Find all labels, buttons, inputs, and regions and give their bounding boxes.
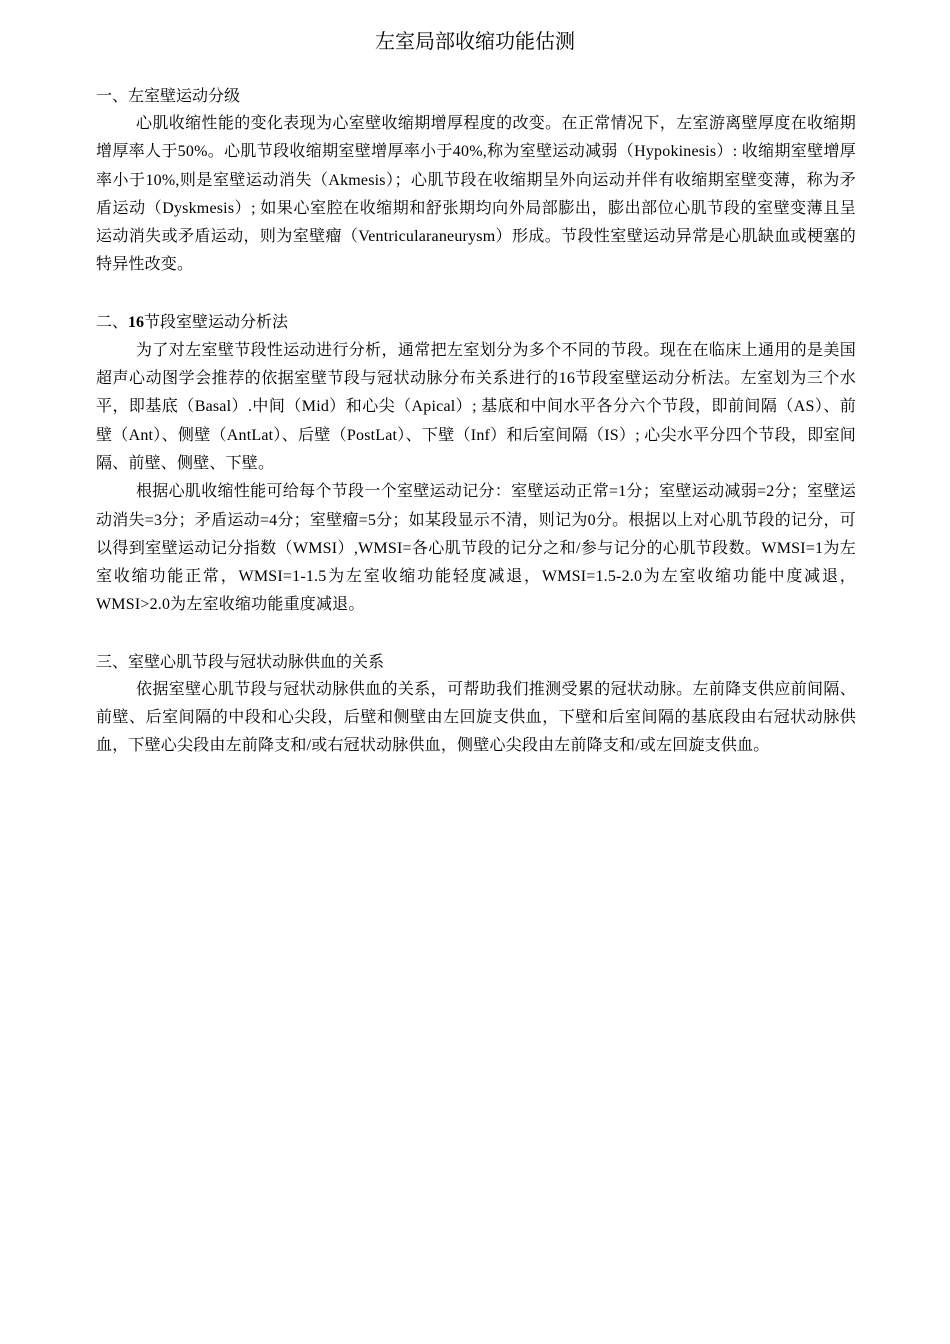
section-heading-number: 16 xyxy=(128,313,145,331)
section-heading-text: 节段室壁运动分析法 xyxy=(144,311,289,331)
paragraph: 心肌收缩性能的变化表现为心室壁收缩期增厚程度的改变。在正常情况下，左室游离壁厚度在收缩期增厚率人于50%。心肌节段收缩期室壁增厚率小于40%,称为室壁运动减弱（Hypokinesis）: 收缩期室壁增厚率小于10%,则是室壁运动消失（Akmesis）；心肌节段在收缩期呈外向运动并伴有收缩期室壁变薄，称为矛盾运动（Dyskmesis）; 如果心室腔在收缩期和舒张期均向外局部膨出，膨出部位心肌节段的室壁变薄且呈运动消失或矛盾运动，则为室壁瘤（Ventricularaneurysm）形成。节段性室壁运动异常是心肌缺血或梗塞的特异性改变。 xyxy=(96,115,856,274)
paragraph: 根据心肌收缩性能可给每个节段一个室壁运动记分：室壁运动正常=1分；室壁运动减弱=2分；室壁运动消失=3分；矛盾运动=4分；室壁瘤=5分；如某段显示不清，则记为0分。根据以上对心肌节段的记分，可以得到室壁运动记分指数（WMSI）,WMSI=各心肌节段的记分之和/参与记分的心肌节段数。WMSI=1为左室收缩功能正常，WMSI=1-1.5为左室收缩功能轻度减退，WMSI=1.5-2.0为左室收缩功能中度减退，WMSI>2.0为左室收缩功能重度减退。 xyxy=(96,483,856,614)
section-heading-prefix: 三、 xyxy=(96,651,129,671)
section-heading xyxy=(96,82,856,110)
document-body xyxy=(96,82,856,761)
section-heading-prefix: 二、 xyxy=(96,311,129,331)
document-title: 左室局部收缩功能估测 xyxy=(375,29,575,53)
section-heading-text: 左室壁运动分级 xyxy=(128,86,241,105)
section-heading xyxy=(96,308,856,337)
section-heading xyxy=(96,648,856,676)
section-heading-text: 室壁心肌节段与冠状动脉供血的关系 xyxy=(128,651,385,671)
section-heading-prefix: 一、 xyxy=(96,86,129,105)
section-coronary-supply xyxy=(96,648,856,761)
section-16-segment-analysis xyxy=(96,308,856,620)
paragraph: 依据室壁心肌节段与冠状动脉供血的关系，可帮助我们推测受累的冠状动脉。左前降支供应前间隔、前壁、后室间隔的中段和心尖段，后壁和侧壁由左回旋支供血，下壁和后室间隔的基底段由右冠状动脉供血，下壁心尖段由左前降支和/或右冠状动脉供血，侧壁心尖段由左前降支和/或左回旋支供血。 xyxy=(96,680,856,755)
paragraph: 为了对左室壁节段性运动进行分析，通常把左室划分为多个不同的节段。现在在临床上通用的是美国超声心动图学会推荐的依据室壁节段与冠状动脉分布关系进行的16节段室壁运动分析法。左室划为三个水平，即基底（Basal）.中间（Mid）和心尖（Apical）; 基底和中间水平各分六个节段，即前间隔（AS）、前壁（Ant）、侧壁（AntLat）、后壁（PostLat）、下壁（Inf）和后室间隔（IS）; 心尖水平分四个节段，即室间隔、前壁、侧壁、下壁。 xyxy=(96,341,856,472)
section-wall-motion-grading xyxy=(96,82,856,280)
